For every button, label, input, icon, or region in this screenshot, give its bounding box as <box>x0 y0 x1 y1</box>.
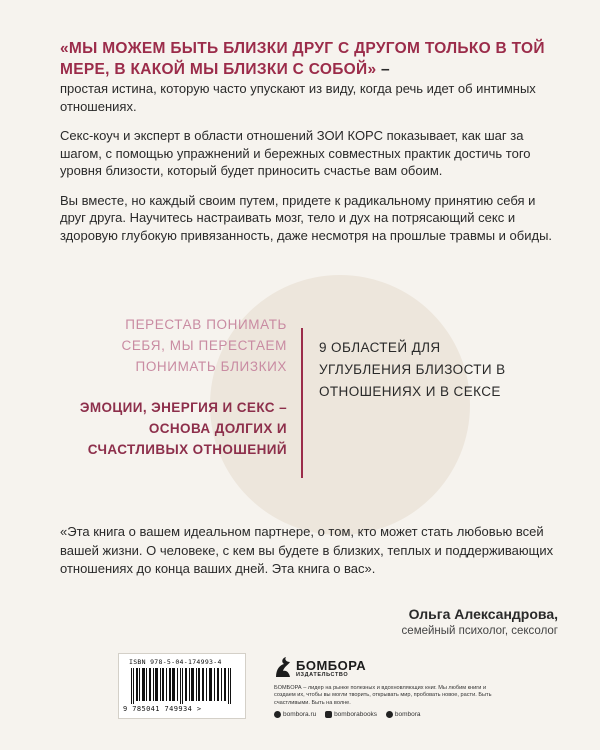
barcode <box>118 653 246 719</box>
web-icon <box>274 711 281 718</box>
publisher-description: БОМБОРА – лидер на рынке полезных и вдохновляющих книг. Мы любим книги и создаем их, чтобы вы могли творить, открывать мир, пробовать новое, расти. Быть счастливыми. Быть на волне. <box>274 685 492 706</box>
vertical-divider <box>301 328 303 478</box>
social-web-label: bombora.ru <box>283 711 317 719</box>
social-vk[interactable] <box>325 711 377 718</box>
publisher-socials <box>274 711 504 718</box>
callout-pink: ПЕРЕСТАВ ПОНИМАТЬ СЕБЯ, МЫ ПЕРЕСТАЕМ ПОНИМАТЬ БЛИЗКИХ <box>121 317 287 374</box>
telegram-icon <box>386 711 393 718</box>
publisher-logo <box>274 655 504 681</box>
author-role: семейный психолог, сексолог <box>401 625 558 637</box>
vk-icon <box>325 711 332 718</box>
bombora-wave-icon <box>274 655 292 679</box>
headline-quote <box>60 38 560 80</box>
publisher-block <box>274 655 504 719</box>
lead-text: простая истина, которую часто упускают из виду, когда речь идет об интимных отношениях. <box>60 81 536 114</box>
callout-topics: 9 ОБЛАСТЕЙ ДЛЯ УГЛУБЛЕНИЯ БЛИЗОСТИ В ОТНОШЕНИЯХ И В СЕКСЕ <box>319 340 506 399</box>
social-telegram-label: bombora <box>394 711 421 719</box>
review-author <box>402 604 558 639</box>
paragraph-promise: Вы вместе, но каждый своим путем, придете к радикальному принятию себя и друг друга. Научитесь настраивать мозг, тело и дух на потрясающий секс и здоровую глубокую привязанность, даже несмотря на прошлые травмы и обиды. <box>60 192 553 243</box>
barcode-digits: 9 785041 749934 > <box>123 705 202 713</box>
paragraph-author: Секс-коуч и эксперт в области отношений ЗОИ КОРС показывает, как шаг за шагом, с помощью упражнений и бережных совместных практик достичь того уровня близости, который будет приносить счастье вам обоим. <box>60 128 531 178</box>
social-web[interactable] <box>274 711 316 718</box>
intro-block <box>60 38 560 256</box>
publisher-name: БОМБОРА <box>296 658 367 673</box>
callout-dark: ЭМОЦИИ, ЭНЕРГИЯ И СЕКС – ОСНОВА ДОЛГИХ И СЧАСТЛИВЫХ ОТНОШЕНИЙ <box>79 400 287 457</box>
headline-dash: – <box>376 61 390 78</box>
social-vk-label: bomborabooks <box>334 711 378 719</box>
review-quote: «Эта книга о вашем идеальном партнере, о том, кто может стать любовью всей вашей жизни. О человеке, с кем вы будете в близких, теплых и поддерживающих отношениях до конца ваших дней. Эта книга о вас». <box>60 524 554 576</box>
social-telegram[interactable] <box>386 711 421 718</box>
author-name: Ольга Александрова, <box>408 606 558 622</box>
publisher-subtitle: ИЗДАТЕЛЬСТВО <box>296 672 349 678</box>
barcode-bars <box>131 668 235 704</box>
isbn-text: ISBN 978-5-04-174993-4 <box>129 658 222 666</box>
headline-text: «МЫ МОЖЕМ БЫТЬ БЛИЗКИ ДРУГ С ДРУГОМ ТОЛЬКО В ТОЙ МЕРЕ, В КАКОЙ МЫ БЛИЗКИ С СОБОЙ» <box>60 40 545 78</box>
